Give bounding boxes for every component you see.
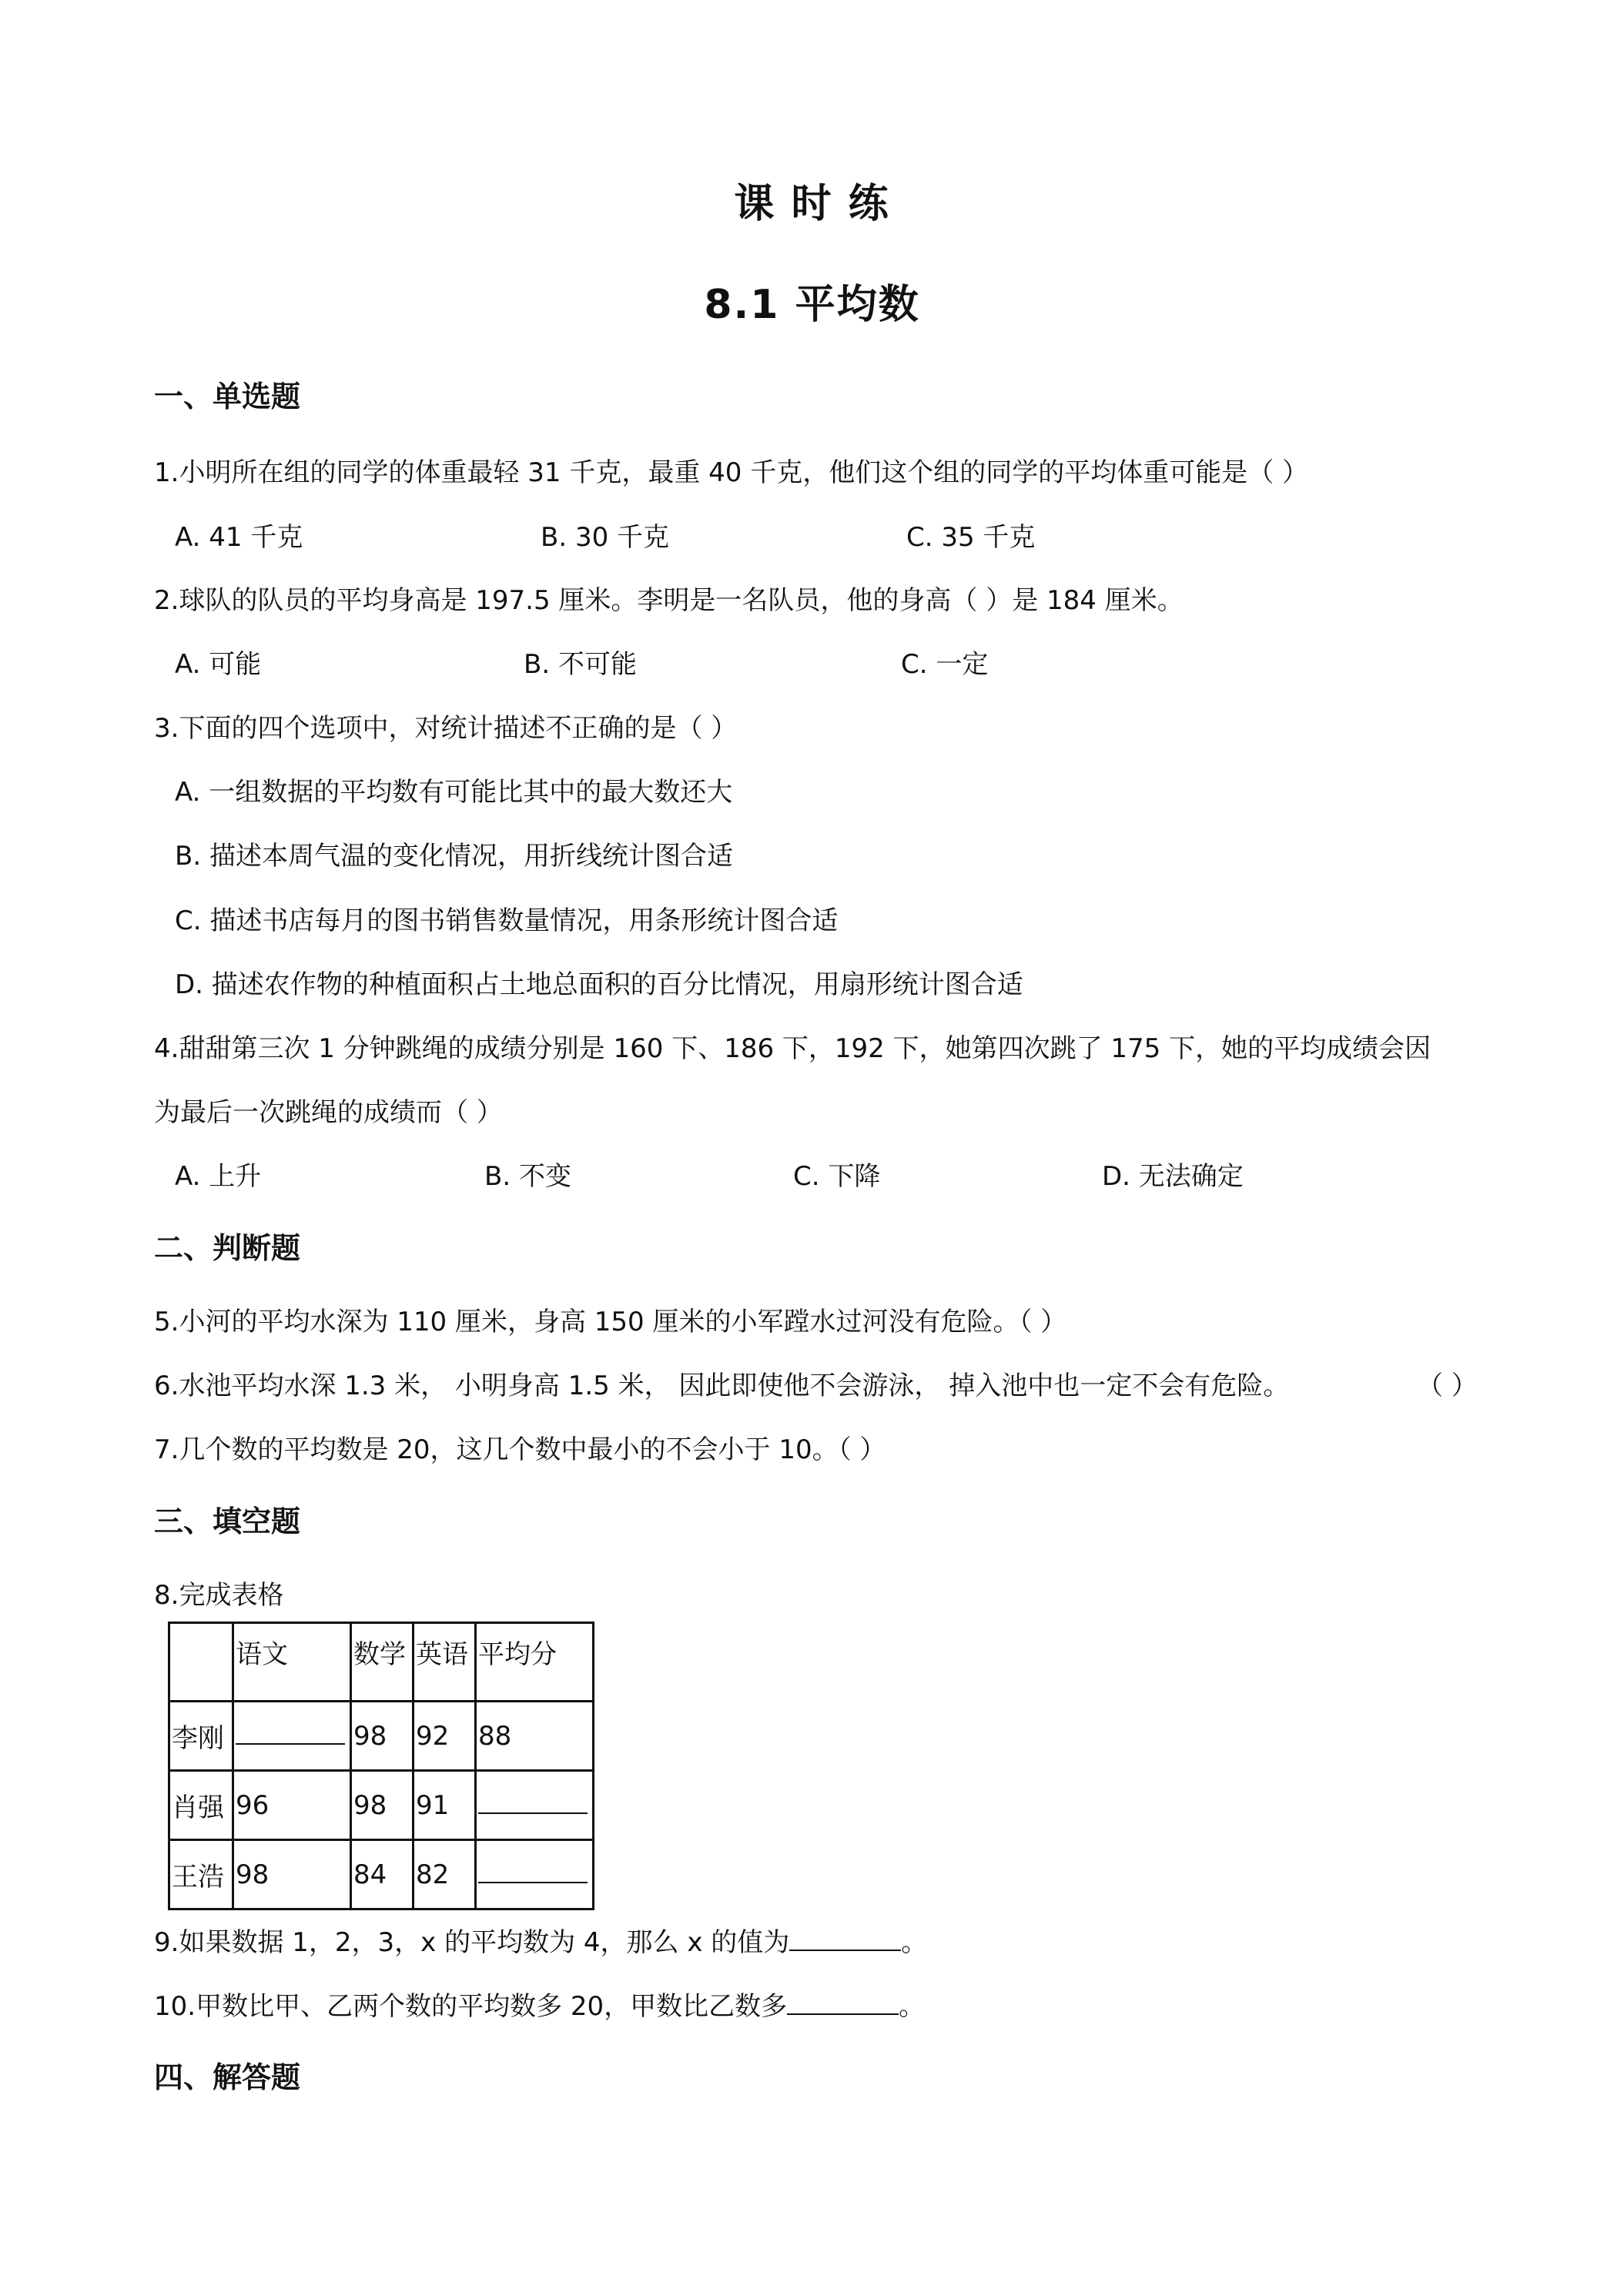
table-cell: 88 <box>476 1702 594 1771</box>
question-5: 5.小河的平均水深为 110 厘米，身高 150 厘米的小军蹚水过河没有危险。（ ） <box>154 1307 1067 1337</box>
question-8: 8.完成表格 <box>154 1580 284 1611</box>
question-10 <box>154 1990 925 2022</box>
section-heading-true-false: 二、判断题 <box>154 1231 301 1265</box>
section-heading-solve: 四、解答题 <box>154 2060 301 2094</box>
table-cell: 96 <box>233 1771 351 1840</box>
question-10-end: 。 <box>899 1991 926 2022</box>
table-header-cell: 平均分 <box>476 1623 594 1702</box>
question-6: 6.水池平均水深 1.3 米， 小明身高 1.5 米， 因此即使他不会游泳， 掉入池中也一定不会有危险。 <box>154 1371 1290 1401</box>
q1-option-b: B. 30 千克 <box>541 522 670 553</box>
table-cell-name: 肖强 <box>169 1771 233 1840</box>
table-cell: 92 <box>414 1702 476 1771</box>
table-cell-name: 李刚 <box>169 1702 233 1771</box>
table-header-cell: 英语 <box>414 1623 476 1702</box>
q4-option-c: C. 下降 <box>793 1161 881 1192</box>
table-cell-blank[interactable] <box>233 1702 351 1771</box>
table-cell: 84 <box>351 1840 414 1909</box>
question-4-line-2: 为最后一次跳绳的成绩而（ ） <box>154 1097 503 1128</box>
table-cell-blank[interactable] <box>476 1771 594 1840</box>
answer-blank[interactable] <box>236 1720 345 1745</box>
q2-option-c: C. 一定 <box>901 649 989 680</box>
q1-option-a: A. 41 千克 <box>175 522 303 553</box>
q3-option-a: A. 一组数据的平均数有可能比其中的最大数还大 <box>175 777 733 808</box>
question-4-line-1: 4.甜甜第三次 1 分钟跳绳的成绩分别是 160 下、186 下，192 下，她第四次跳了 175 下，她的平均成绩会因 <box>154 1033 1431 1064</box>
question-6-paren: （ ） <box>1417 1371 1478 1401</box>
answer-blank[interactable] <box>789 1926 901 1951</box>
table-cell-name: 王浩 <box>169 1840 233 1909</box>
question-9-text: 9.如果数据 1，2，3，x 的平均数为 4，那么 x 的值为 <box>154 1927 790 1958</box>
question-9 <box>154 1926 927 1958</box>
q3-option-c: C. 描述书店每月的图书销售数量情况，用条形统计图合适 <box>175 905 839 936</box>
question-3: 3.下面的四个选项中，对统计描述不正确的是（ ） <box>154 713 738 744</box>
table-cell: 98 <box>351 1702 414 1771</box>
table-cell-blank[interactable] <box>476 1840 594 1909</box>
page-subtitle: 8.1 平均数 <box>704 282 920 328</box>
score-table <box>168 1622 594 1910</box>
question-9-end: 。 <box>901 1927 928 1958</box>
q4-option-d: D. 无法确定 <box>1102 1161 1244 1192</box>
q3-option-d: D. 描述农作物的种植面积占土地总面积的百分比情况，用扇形统计图合适 <box>175 969 1023 1000</box>
table-header-row <box>169 1623 594 1702</box>
table-cell: 98 <box>351 1771 414 1840</box>
question-7: 7.几个数的平均数是 20，这几个数中最小的不会小于 10。（ ） <box>154 1434 886 1465</box>
question-1: 1.小明所在组的同学的体重最轻 31 千克，最重 40 千克，他们这个组的同学的平均体重可能是（ ） <box>154 457 1309 488</box>
table-row <box>169 1771 594 1840</box>
answer-blank[interactable] <box>478 1859 588 1883</box>
table-cell: 98 <box>233 1840 351 1909</box>
q1-option-c: C. 35 千克 <box>906 522 1036 553</box>
q2-option-a: A. 可能 <box>175 649 262 680</box>
table-header-cell: 语文 <box>233 1623 351 1702</box>
section-heading-fill-blank: 三、填空题 <box>154 1504 301 1538</box>
q2-option-b: B. 不可能 <box>524 649 637 680</box>
question-10-text: 10.甲数比甲、乙两个数的平均数多 20，甲数比乙数多 <box>154 1991 788 2022</box>
answer-blank[interactable] <box>478 1789 588 1814</box>
table-row <box>169 1702 594 1771</box>
q4-option-b: B. 不变 <box>484 1161 571 1192</box>
question-2: 2.球队的队员的平均身高是 197.5 厘米。李明是一名队员，他的身高（ ）是 184 厘米。 <box>154 585 1184 616</box>
section-heading-single-choice: 一、单选题 <box>154 380 301 413</box>
table-row <box>169 1840 594 1909</box>
q4-option-a: A. 上升 <box>175 1161 262 1192</box>
page-title: 课 时 练 <box>734 181 890 227</box>
table-header-cell: 数学 <box>351 1623 414 1702</box>
table-cell: 82 <box>414 1840 476 1909</box>
answer-blank[interactable] <box>787 1990 899 2015</box>
table-cell: 91 <box>414 1771 476 1840</box>
table-header-cell <box>169 1623 233 1702</box>
q3-option-b: B. 描述本周气温的变化情况，用折线统计图合适 <box>175 841 733 872</box>
